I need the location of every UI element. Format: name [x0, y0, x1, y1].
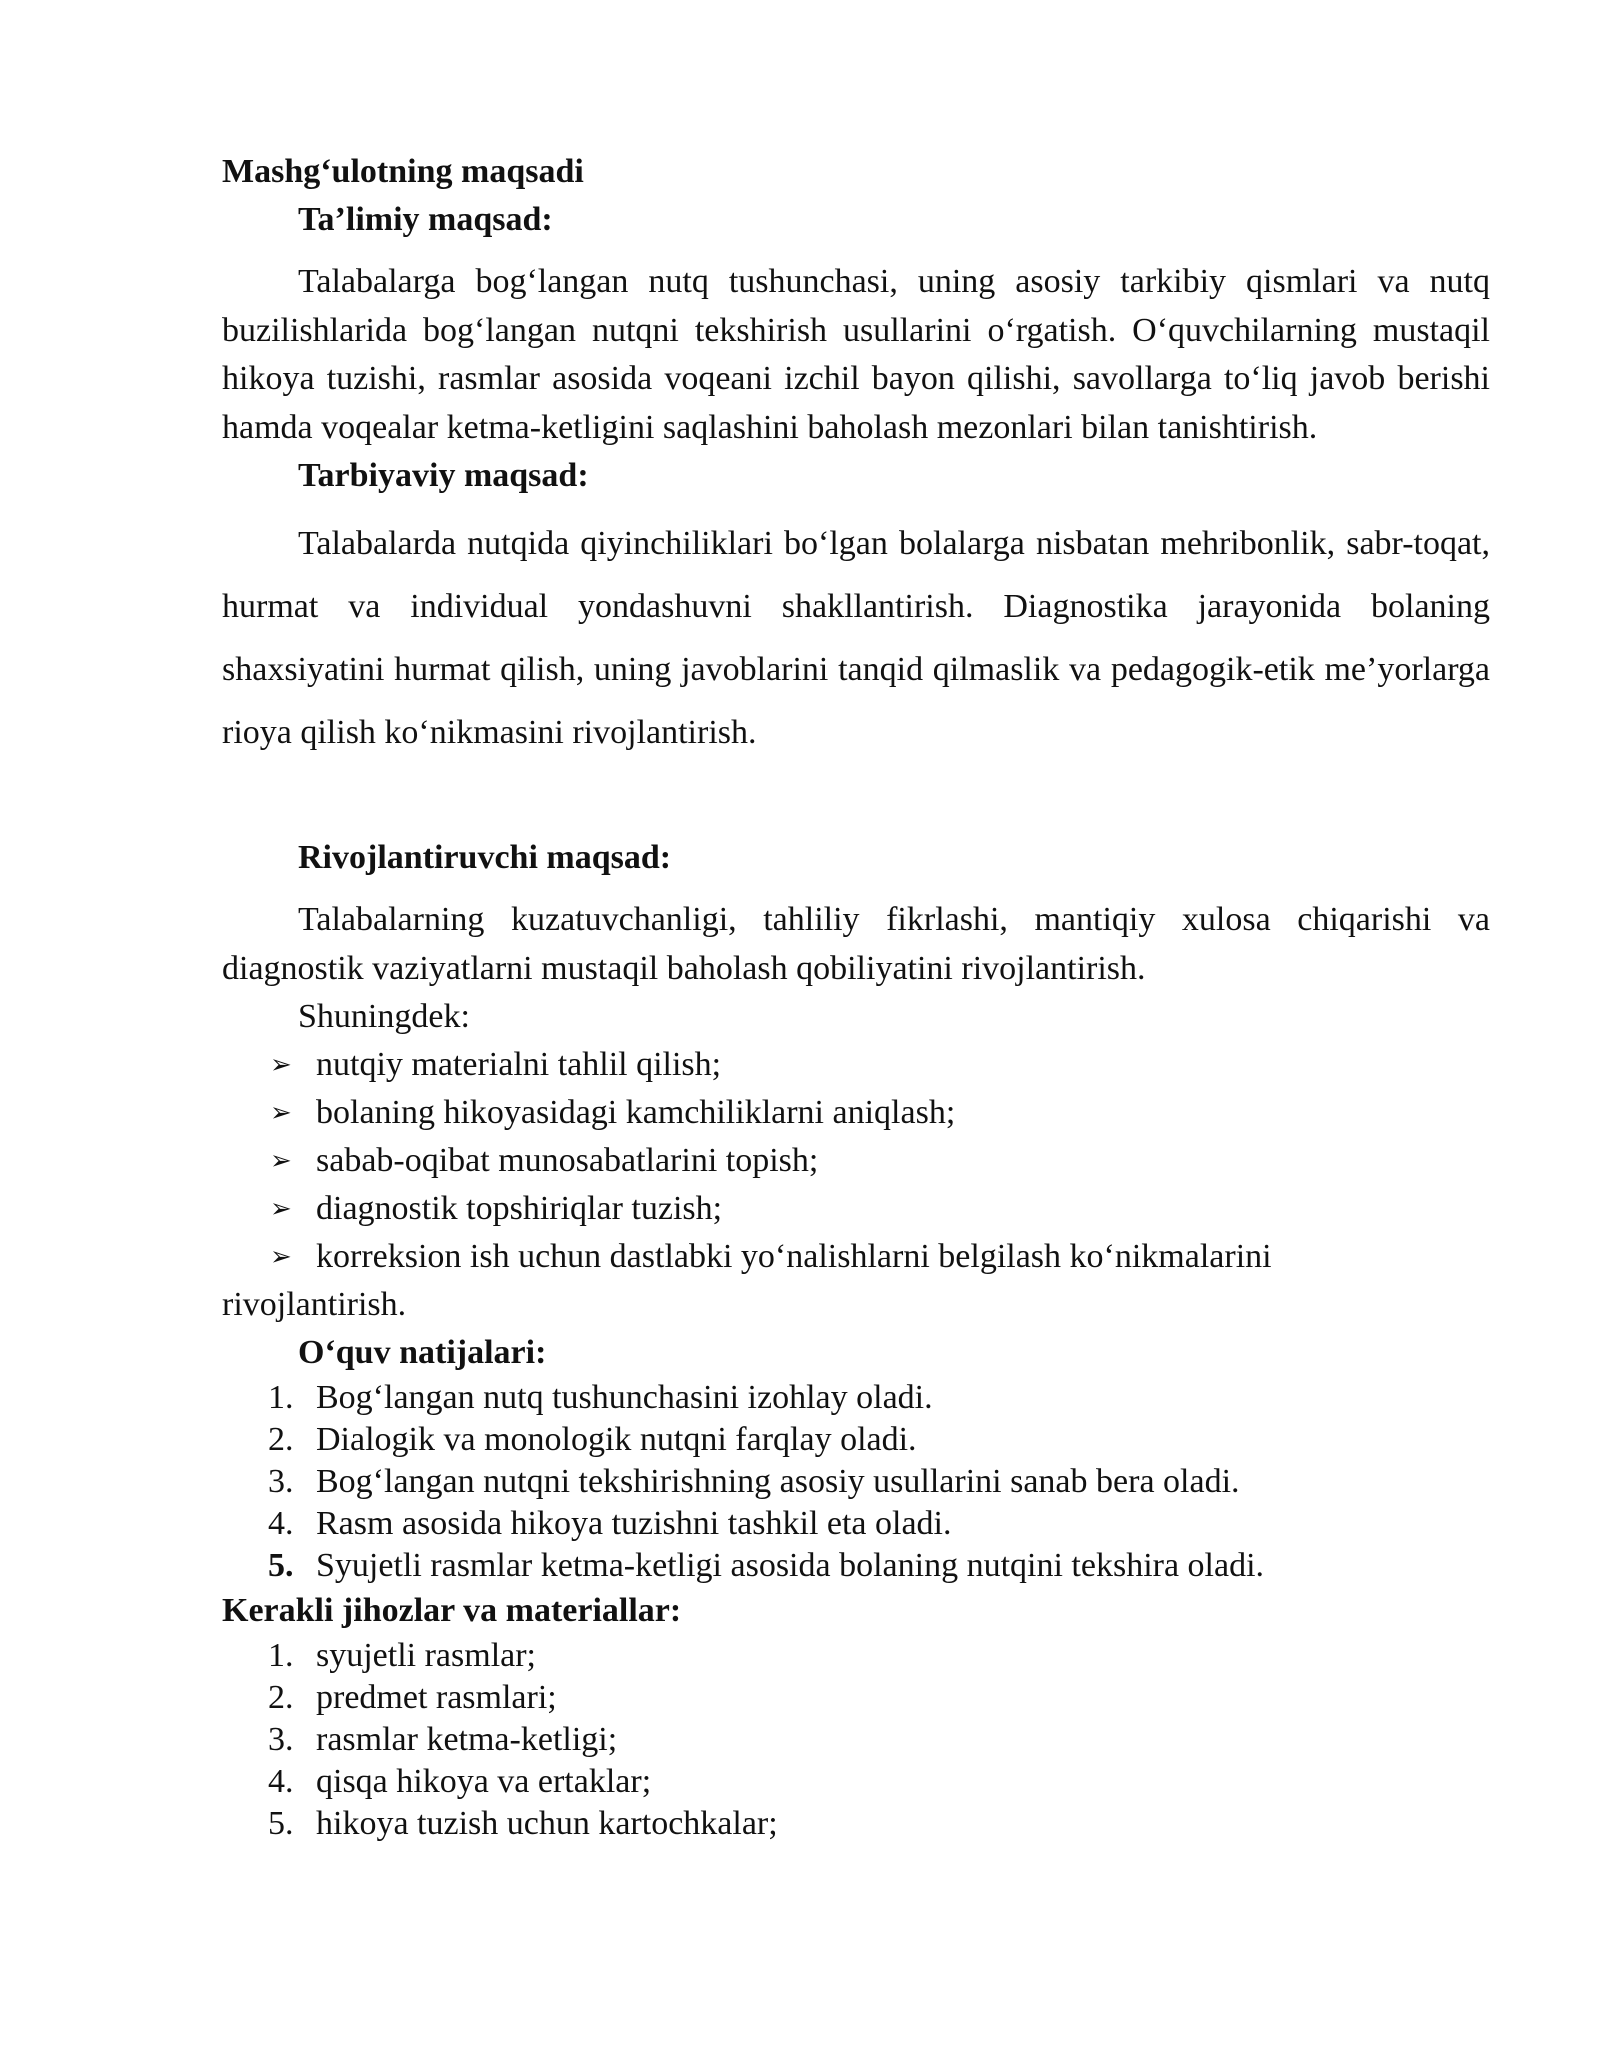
list-item-text: Bog‘langan nutqni tekshirishning asosiy usullarini sanab bera oladi.	[316, 1463, 1240, 1500]
list-number: 5.	[268, 1547, 294, 1584]
list-item-text: sabab-oqibat munosabatlarini topish;	[316, 1142, 819, 1179]
list-item-text: diagnostik topshiriqlar tuzish;	[316, 1190, 723, 1227]
rivojlantiruvchi-lead: Shuningdek:	[298, 998, 470, 1035]
arrow-bullet-icon: ➢	[270, 1050, 292, 1080]
list-number: 3.	[268, 1721, 294, 1758]
talimiy-paragraph: Talabalarga bog‘langan nutq tushunchasi, uning asosiy tarkibiy qismlari va nutq buzilishlarida bog‘langan nutqni tekshirish usullarini o‘rgatish. O‘quvchilarning mustaqil hikoya tuzishi, rasmlar asosida voqeani izchil bayon qilishi, savollarga to‘liq javob berishi hamda voqealar ketma-ketligini saqlashini baholash mezonlari bilan tanishtirish.	[222, 263, 1490, 446]
list-number: 4.	[268, 1763, 294, 1800]
rivojlantiruvchi-paragraph: Talabalarning kuzatuvchanligi, tahliliy fikrlashi, mantiqiy xulosa chiqarishi va diagnostik vaziyatlarni mustaqil baholash qobiliyatini rivojlantirish.	[222, 901, 1490, 987]
arrow-bullet-icon: ➢	[270, 1194, 292, 1224]
list-item	[222, 1719, 1490, 1761]
list-item	[222, 1803, 1490, 1845]
list-number: 3.	[268, 1463, 294, 1500]
list-item-text: nutqiy materialni tahlil qilish;	[316, 1046, 722, 1083]
document-page	[222, 148, 1490, 1845]
list-item	[222, 1419, 1490, 1461]
list-item-text: korreksion ish uchun dastlabki yo‘nalishlarni belgilash ko‘nikmalarini	[316, 1238, 1272, 1275]
list-item	[222, 1041, 1490, 1089]
list-item	[222, 1677, 1490, 1719]
arrow-bullet-icon: ➢	[270, 1242, 292, 1272]
list-number: 2.	[268, 1679, 294, 1716]
list-number: 4.	[268, 1505, 294, 1542]
list-item	[222, 1233, 1490, 1281]
tarbiyaviy-heading: Tarbiyaviy maqsad:	[298, 457, 589, 494]
talimiy-heading: Ta’limiy maqsad:	[298, 201, 553, 238]
materials-list	[222, 1635, 1490, 1845]
list-item-text: Syujetli rasmlar ketma-ketligi asosida bolaning nutqini tekshira oladi.	[316, 1547, 1265, 1584]
list-item	[222, 1137, 1490, 1185]
list-item-text: Rasm asosida hikoya tuzishni tashkil eta oladi.	[316, 1505, 952, 1542]
list-item	[222, 1461, 1490, 1503]
list-item-text: qisqa hikoya va ertaklar;	[316, 1763, 652, 1800]
list-item-text: bolaning hikoyasidagi kamchiliklarni aniqlash;	[316, 1094, 956, 1131]
arrow-bullet-icon: ➢	[270, 1146, 292, 1176]
list-number: 1.	[268, 1379, 294, 1416]
tarbiyaviy-paragraph: Talabalarda nutqida qiyinchiliklari bo‘lgan bolalarga nisbatan mehribonlik, sabr-toqat, hurmat va individual yondashuvni shakllantirish. Diagnostika jarayonida bolaning shaxsiyatini hurmat qilish, uning javoblarini tanqid qilmaslik va pedagogik-etik me’yorlarga rioya qilish ko‘nikmasini rivojlantirish.	[222, 525, 1490, 751]
rivojlantiruvchi-heading: Rivojlantiruvchi maqsad:	[298, 839, 672, 876]
skills-list	[222, 1041, 1490, 1281]
list-item	[222, 1761, 1490, 1803]
list-item-text: predmet rasmlari;	[316, 1679, 557, 1716]
list-number: 5.	[268, 1805, 294, 1842]
jihozlar-heading: Kerakli jihozlar va materiallar:	[222, 1592, 682, 1629]
section-title: Mashg‘ulotning maqsadi	[222, 153, 584, 190]
list-item-text: hikoya tuzish uchun kartochkalar;	[316, 1805, 778, 1842]
list-number: 2.	[268, 1421, 294, 1458]
outcomes-list	[222, 1377, 1490, 1587]
list-item-text: rasmlar ketma-ketligi;	[316, 1721, 618, 1758]
list-item	[222, 1089, 1490, 1137]
list-number: 1.	[268, 1637, 294, 1674]
list-continuation: rivojlantirish.	[222, 1286, 407, 1323]
list-item-text: Bog‘langan nutq tushunchasini izohlay oladi.	[316, 1379, 933, 1416]
list-item	[222, 1377, 1490, 1419]
list-item-text: Dialogik va monologik nutqni farqlay oladi.	[316, 1421, 917, 1458]
arrow-bullet-icon: ➢	[270, 1098, 292, 1128]
list-item	[222, 1503, 1490, 1545]
list-item	[222, 1185, 1490, 1233]
list-item	[222, 1635, 1490, 1677]
list-item	[222, 1545, 1490, 1587]
list-item-text: syujetli rasmlar;	[316, 1637, 537, 1674]
natijalar-heading: O‘quv natijalari:	[298, 1334, 547, 1371]
